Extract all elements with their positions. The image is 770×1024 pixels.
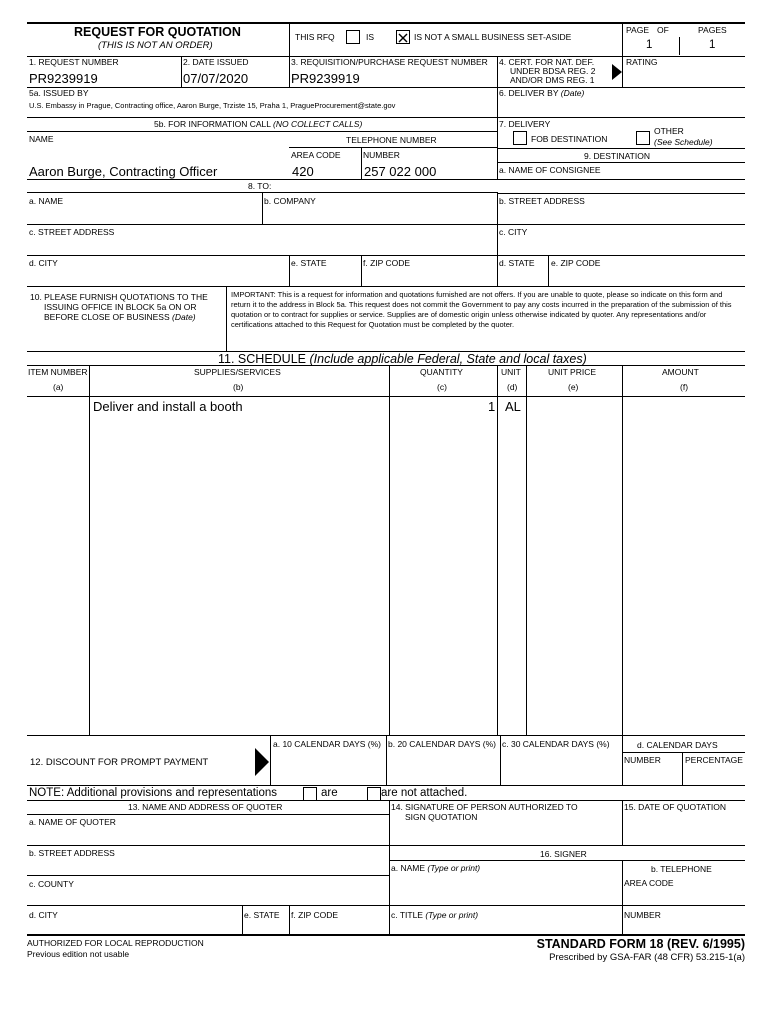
rule bbox=[27, 286, 745, 287]
to-label: 8. TO: bbox=[248, 181, 272, 191]
contact-name-value: Aaron Burge, Contracting Officer bbox=[29, 164, 218, 179]
to-city-label: d. CITY bbox=[29, 258, 58, 268]
rule bbox=[679, 37, 680, 55]
arrow-right-icon bbox=[255, 748, 269, 776]
area-code-label: AREA CODE bbox=[291, 150, 341, 160]
issued-by-label: 5a. ISSUED BY bbox=[29, 88, 89, 98]
rule bbox=[27, 396, 745, 397]
signer-number-label: NUMBER bbox=[624, 910, 661, 920]
rule bbox=[386, 735, 387, 785]
checked-x-icon bbox=[397, 32, 409, 44]
rule bbox=[27, 131, 497, 132]
rule bbox=[27, 875, 389, 876]
cert-label-1: 4. CERT. FOR NAT. DEF. bbox=[499, 57, 595, 67]
col-amount-header: AMOUNT bbox=[662, 367, 699, 377]
col-amount-sub: (f) bbox=[680, 382, 689, 392]
rule bbox=[226, 286, 227, 351]
pages-value: 1 bbox=[709, 39, 716, 51]
rule bbox=[361, 255, 362, 286]
dest-city-label: c. CITY bbox=[499, 227, 528, 237]
footer-authorized: AUTHORIZED FOR LOCAL REPRODUCTION bbox=[27, 938, 204, 948]
discount-10-label: a. 10 CALENDAR DAYS (%) bbox=[273, 739, 382, 749]
rule bbox=[270, 735, 271, 785]
signature-label-1: 14. SIGNATURE OF PERSON AUTHORIZED TO bbox=[391, 802, 578, 812]
discount-number-label: NUMBER bbox=[624, 755, 661, 765]
rule bbox=[500, 735, 501, 785]
col-unit-header: UNIT bbox=[501, 367, 521, 377]
signature-label-2: SIGN QUOTATION bbox=[405, 812, 478, 822]
other-label: OTHER bbox=[654, 126, 684, 136]
deliver-by-label: 6. DELIVER BY (Date) bbox=[499, 88, 585, 98]
to-street-label: c. STREET ADDRESS bbox=[29, 227, 115, 237]
rule bbox=[27, 87, 497, 88]
quoter-state-label: e. STATE bbox=[244, 910, 280, 920]
date-of-quotation-label: 15. DATE OF QUOTATION bbox=[624, 802, 727, 812]
issued-by-value: U.S. Embassy in Prague, Contracting office, Aaron Burge, Trziste 15, Praha 1, PragueProcurement@state.gov bbox=[29, 101, 396, 110]
quoter-street-label: b. STREET ADDRESS bbox=[29, 848, 115, 858]
footer-previous-edition: Previous edition not usable bbox=[27, 949, 130, 959]
are-not-checkbox[interactable] bbox=[367, 787, 381, 801]
footer-prescribed-by: Prescribed by GSA-FAR (48 CFR) 53.215-1(a) bbox=[549, 952, 745, 963]
row-unit: AL bbox=[505, 399, 521, 414]
rule bbox=[682, 752, 683, 785]
rule bbox=[389, 800, 390, 934]
col-unit-sub: (d) bbox=[507, 382, 518, 392]
rule bbox=[242, 905, 243, 934]
schedule-title: 11. SCHEDULE (Include applicable Federal, State and local taxes) bbox=[218, 352, 587, 366]
signer-area-code-label: AREA CODE bbox=[624, 878, 674, 888]
footer-form-number: STANDARD FORM 18 (REV. 6/1995) bbox=[536, 937, 745, 951]
discount-percentage-label: PERCENTAGE bbox=[685, 755, 743, 765]
dest-state-label: d. STATE bbox=[499, 258, 535, 268]
date-issued-label: 2. DATE ISSUED bbox=[183, 57, 249, 67]
rule bbox=[497, 162, 745, 163]
col-item-header: ITEM NUMBER bbox=[28, 367, 88, 377]
rule bbox=[289, 905, 290, 934]
rfq-label: THIS RFQ bbox=[295, 32, 335, 42]
cert-label-3: AND/OR DMS REG. 1 bbox=[510, 75, 595, 85]
important-notice: IMPORTANT: This is a request for information and quotations furnished are not offers. If you are unable to quote, please so indicate on this form and return it to the address in Block 5a. This request does not commit the Government to pay any costs incurred in the preparation of the submission of this quotation or to contract for supplies or service. Supplies are of domestic origin unless otherwise indicated by quoter. Any representations and/or certifications attached to this Request for Quotation must be completed by the quoter. bbox=[231, 290, 732, 329]
col-unit-price-sub: (e) bbox=[568, 382, 579, 392]
rule bbox=[497, 56, 498, 179]
is-checkbox[interactable] bbox=[346, 30, 360, 44]
rule bbox=[622, 735, 623, 785]
page-value: 1 bbox=[646, 39, 653, 51]
rule bbox=[27, 800, 745, 801]
request-number-label: 1. REQUEST NUMBER bbox=[29, 57, 119, 67]
rule bbox=[262, 192, 263, 224]
rating-label: RATING bbox=[626, 57, 658, 67]
rule bbox=[497, 148, 745, 149]
col-quantity-header: QUANTITY bbox=[420, 367, 463, 377]
fob-label: FOB DESTINATION bbox=[531, 134, 608, 144]
page-label: PAGE bbox=[626, 25, 649, 35]
col-item-sub: (a) bbox=[53, 382, 64, 392]
col-quantity-sub: (c) bbox=[437, 382, 447, 392]
furnish-label-2: ISSUING OFFICE IN BLOCK 5a ON OR bbox=[44, 302, 197, 312]
consignee-label: a. NAME OF CONSIGNEE bbox=[499, 165, 601, 175]
row-quantity: 1 bbox=[488, 399, 496, 414]
discount-20-label: b. 20 CALENDAR DAYS (%) bbox=[388, 739, 497, 749]
discount-label: 12. DISCOUNT FOR PROMPT PAYMENT bbox=[30, 757, 209, 768]
rule bbox=[622, 860, 623, 934]
quoter-city-label: d. CITY bbox=[29, 910, 58, 920]
name-label: NAME bbox=[29, 134, 54, 144]
top-border bbox=[27, 22, 745, 24]
telephone-label: TELEPHONE NUMBER bbox=[346, 135, 437, 145]
is-not-label: IS NOT A SMALL BUSINESS SET-ASIDE bbox=[414, 32, 572, 42]
are-not-label: are not attached. bbox=[381, 787, 468, 799]
form-title: REQUEST FOR QUOTATION bbox=[74, 25, 241, 39]
rule bbox=[27, 814, 389, 815]
are-label: are bbox=[321, 787, 338, 799]
phone-number-value: 257 022 000 bbox=[364, 164, 437, 179]
signer-label: 16. SIGNER bbox=[540, 849, 587, 859]
rule bbox=[389, 365, 390, 735]
rule bbox=[289, 22, 290, 87]
row-description: Deliver and install a booth bbox=[93, 399, 243, 414]
number-label: NUMBER bbox=[363, 150, 400, 160]
fob-checkbox[interactable] bbox=[513, 131, 527, 145]
quoter-label: 13. NAME AND ADDRESS OF QUOTER bbox=[128, 802, 283, 812]
rule bbox=[548, 255, 549, 286]
rule bbox=[27, 905, 745, 906]
rule bbox=[361, 147, 362, 179]
rule bbox=[27, 117, 745, 118]
rule bbox=[389, 860, 745, 861]
rule bbox=[497, 193, 745, 194]
cert-label-2: UNDER BDSA REG. 2 bbox=[510, 66, 596, 76]
rule bbox=[89, 365, 90, 735]
other-sub-label: (See Schedule) bbox=[654, 137, 713, 147]
pages-label: PAGES bbox=[698, 25, 727, 35]
discount-days-label: d. CALENDAR DAYS bbox=[637, 740, 718, 750]
rule bbox=[27, 785, 745, 786]
quoter-zip-label: f. ZIP CODE bbox=[291, 910, 339, 920]
rule bbox=[622, 22, 623, 87]
delivery-label: 7. DELIVERY bbox=[499, 119, 551, 129]
rule bbox=[27, 179, 745, 180]
quoter-county-label: c. COUNTY bbox=[29, 879, 74, 889]
rule bbox=[27, 845, 745, 846]
requisition-label: 3. REQUISITION/PURCHASE REQUEST NUMBER bbox=[291, 57, 488, 67]
signer-telephone-label: b. TELEPHONE bbox=[651, 864, 712, 874]
col-unit-price-header: UNIT PRICE bbox=[548, 367, 597, 377]
rule bbox=[289, 147, 497, 148]
rule bbox=[622, 365, 623, 735]
rule bbox=[526, 365, 527, 735]
note-text: NOTE: Additional provisions and representations bbox=[29, 787, 278, 799]
to-zip-label: f. ZIP CODE bbox=[363, 258, 411, 268]
to-company-label: b. COMPANY bbox=[264, 196, 316, 206]
area-code-value: 420 bbox=[292, 164, 314, 179]
to-name-label: a. NAME bbox=[29, 196, 64, 206]
info-call-label: 5b. FOR INFORMATION CALL (NO COLLECT CALLS) bbox=[154, 119, 363, 129]
is-not-checkbox[interactable] bbox=[396, 30, 410, 44]
arrow-right-icon bbox=[612, 64, 622, 80]
rule bbox=[181, 56, 182, 87]
furnish-label-3: BEFORE CLOSE OF BUSINESS (Date) bbox=[44, 312, 196, 322]
signer-title-label: c. TITLE (Type or print) bbox=[391, 910, 479, 920]
destination-label: 9. DESTINATION bbox=[584, 151, 650, 161]
bottom-border bbox=[27, 934, 745, 936]
dest-street-label: b. STREET ADDRESS bbox=[499, 196, 585, 206]
rule bbox=[622, 752, 745, 753]
discount-30-label: c. 30 CALENDAR DAYS (%) bbox=[502, 739, 610, 749]
rule bbox=[497, 192, 498, 286]
is-label: IS bbox=[366, 32, 375, 42]
furnish-label-1: 10. PLEASE FURNISH QUOTATIONS TO THE bbox=[30, 292, 208, 302]
rule bbox=[497, 365, 498, 735]
rule bbox=[27, 255, 745, 256]
form-subtitle: (THIS IS NOT AN ORDER) bbox=[98, 40, 213, 51]
requisition-value: PR9239919 bbox=[291, 71, 360, 86]
col-supplies-sub: (b) bbox=[233, 382, 244, 392]
signer-name-label: a. NAME (Type or print) bbox=[391, 863, 481, 873]
other-checkbox[interactable] bbox=[636, 131, 650, 145]
are-checkbox[interactable] bbox=[303, 787, 317, 801]
of-label: OF bbox=[657, 25, 669, 35]
to-state-label: e. STATE bbox=[291, 258, 327, 268]
rule bbox=[289, 255, 290, 286]
rule bbox=[27, 224, 745, 225]
dest-zip-label: e. ZIP CODE bbox=[551, 258, 601, 268]
request-number-value: PR9239919 bbox=[29, 71, 98, 86]
col-supplies-header: SUPPLIES/SERVICES bbox=[194, 367, 281, 377]
quoter-name-label: a. NAME OF QUOTER bbox=[29, 817, 116, 827]
rule bbox=[622, 800, 623, 845]
date-issued-value: 07/07/2020 bbox=[183, 71, 249, 86]
